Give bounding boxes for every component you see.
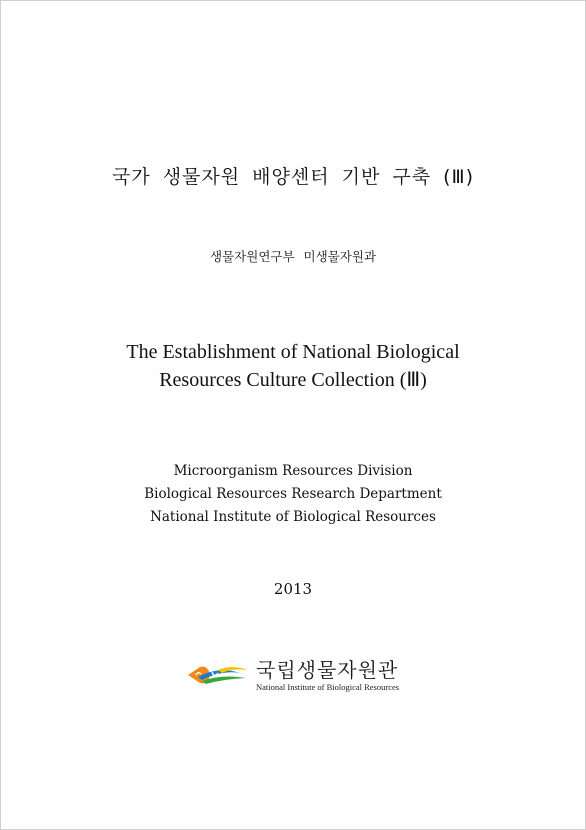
english-title xyxy=(0,338,586,394)
english-affiliation xyxy=(0,460,586,529)
logo-korean-name: 국립생물자원관 xyxy=(256,658,399,682)
english-title-line-1: The Establishment of National Biological xyxy=(126,341,460,363)
korean-department: 생물자원연구부 미생물자원과 xyxy=(210,249,376,264)
logo-english-name: National Institute of Biological Resources xyxy=(256,682,400,692)
affiliation-department: Biological Resources Research Department xyxy=(144,486,442,502)
publication-year: 2013 xyxy=(273,580,313,598)
affiliation-institute: National Institute of Biological Resources xyxy=(150,509,436,525)
nibr-logo-mark-icon xyxy=(188,662,250,688)
korean-title: 국가 생물자원 배양센터 기반 구축 (Ⅲ) xyxy=(111,166,475,188)
affiliation-division: Microorganism Resources Division xyxy=(173,463,413,479)
institute-logo xyxy=(188,654,428,698)
english-title-line-2: Resources Culture Collection (Ⅲ) xyxy=(159,369,427,391)
